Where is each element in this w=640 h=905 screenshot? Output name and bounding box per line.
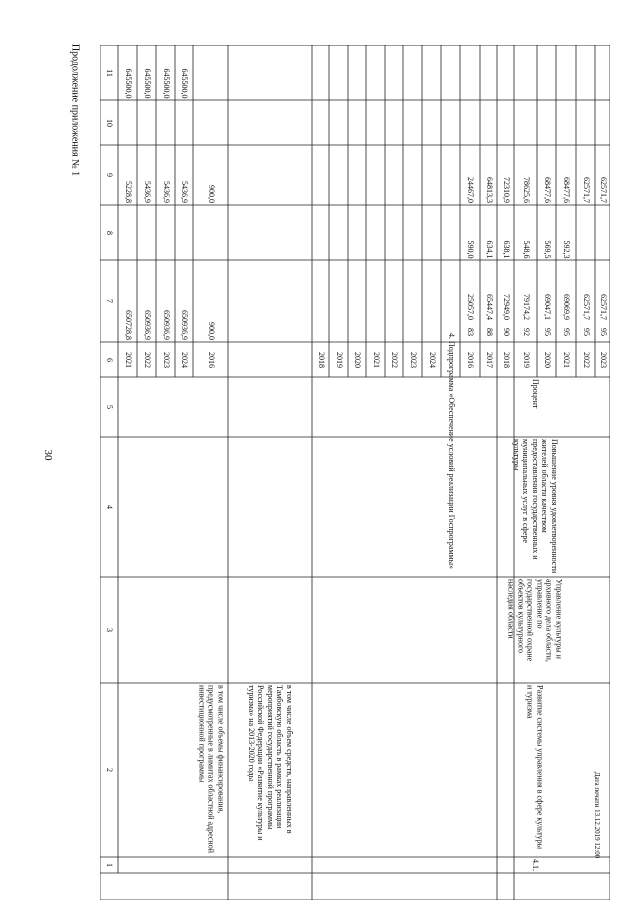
block1-description <box>193 683 228 857</box>
year-cell <box>118 342 137 377</box>
item-col9-text: 64813,3 <box>484 177 494 203</box>
item-col7-text: 62571,7 <box>581 294 591 320</box>
item-col7-text: 72949,0 <box>501 294 511 320</box>
item-col9-text: 72310,9 <box>501 177 511 203</box>
value-col11 <box>175 45 193 100</box>
column-header-10-text: 10 <box>104 118 114 127</box>
column-header-8-text: 8 <box>104 230 114 235</box>
item-unit-text: Процент <box>530 379 540 409</box>
item-name <box>460 683 610 857</box>
block2-year-text: 2018 <box>316 351 326 368</box>
year-cell <box>137 342 156 377</box>
item-col9-text: 68477,6 <box>561 177 571 203</box>
value-col9 <box>175 145 193 205</box>
item-col7 <box>556 260 576 322</box>
block1-col9-text: 900,0 <box>206 185 216 203</box>
block2-year <box>329 342 348 377</box>
item-target <box>480 322 497 342</box>
item-year-text: 2022 <box>581 351 591 368</box>
column-header-3-text: 3 <box>104 628 114 632</box>
item-col7-text: 69069,9 <box>561 294 571 320</box>
value-col11 <box>156 45 175 100</box>
value-col7 <box>156 260 175 342</box>
item-year <box>480 342 497 377</box>
value-col9-text: 5228,8 <box>123 181 133 203</box>
column-header-6 <box>100 342 118 377</box>
item-col8 <box>576 205 595 260</box>
item-col7 <box>537 260 556 322</box>
item-year <box>576 342 595 377</box>
item-col9 <box>514 145 537 205</box>
item-col8 <box>595 205 610 260</box>
item-col8-text: 590,0 <box>465 240 475 258</box>
block2-description <box>228 683 312 857</box>
block1-col7-text: 900,0 <box>206 322 216 340</box>
item-year-text: 2021 <box>561 351 571 368</box>
item-col8 <box>460 205 480 260</box>
item-year <box>595 342 610 377</box>
column-header-2-text: 2 <box>104 768 114 772</box>
item-col8-text: 592,3 <box>561 240 571 258</box>
value-col9 <box>137 145 156 205</box>
item-target-text: 90 <box>501 328 511 336</box>
item-col7-text: 69047,1 <box>542 294 552 320</box>
item-col8 <box>497 205 514 260</box>
value-col7 <box>137 260 156 342</box>
item-col9 <box>556 145 576 205</box>
item-year-text: 2019 <box>521 351 531 368</box>
value-col7-text: 650936,9 <box>179 310 189 340</box>
item-year <box>556 342 576 377</box>
column-header-5-text: 5 <box>104 405 114 409</box>
year-cell <box>156 342 175 377</box>
item-col7-text: 25057,0 <box>465 294 475 320</box>
item-col7 <box>576 260 595 322</box>
value-col11-text: 645500,0 <box>142 68 152 98</box>
value-col9-text: 5436,9 <box>161 181 171 203</box>
item-year <box>537 342 556 377</box>
block2-year <box>366 342 385 377</box>
block2-year <box>422 342 441 377</box>
column-header-1-text: 1 <box>104 863 114 867</box>
item-col9 <box>497 145 514 205</box>
item-target <box>537 322 556 342</box>
item-col9 <box>460 145 480 205</box>
value-col7-text: 650936,9 <box>142 310 152 340</box>
item-col7 <box>497 260 514 322</box>
item-year <box>497 342 514 377</box>
column-header-6-text: 6 <box>104 357 114 362</box>
value-col9 <box>118 145 137 205</box>
column-header-11 <box>100 45 118 100</box>
value-col9-text: 5436,9 <box>179 181 189 203</box>
column-header-5 <box>100 377 118 437</box>
value-col11 <box>118 45 137 100</box>
item-year-text: 2023 <box>598 351 608 368</box>
item-indicator-text: Повышение уровня удовлетворенности жителей области качеством предоставления государственных и муниципальных услуг в сфере культуры <box>511 439 559 574</box>
block1-col7 <box>193 260 228 342</box>
block2-description-text: в том числе объем средств, направленных в Тамбовскую область в рамках реализации мероприятий государственной программы Российской Федерации «Развитие культуры и туризма» на 2013-2020 годы <box>246 685 294 841</box>
item-year-text: 2017 <box>484 351 494 368</box>
item-year-text: 2016 <box>465 351 475 368</box>
item-col8-text: 548,6 <box>521 240 531 258</box>
column-header-3 <box>100 577 118 683</box>
item-year-text: 2020 <box>542 351 552 368</box>
column-header-7-text: 7 <box>104 299 114 303</box>
item-target-text: 95 <box>581 328 591 336</box>
item-executor <box>460 577 610 683</box>
year-cell-text: 2024 <box>179 351 189 368</box>
block2-year <box>403 342 422 377</box>
value-col9 <box>156 145 175 205</box>
item-target-text: 92 <box>521 328 531 336</box>
item-col7 <box>480 260 497 322</box>
block1-year-text: 2016 <box>206 351 216 368</box>
block2-year-text: 2019 <box>334 351 344 368</box>
value-col11-text: 645500,0 <box>179 68 189 98</box>
value-col7 <box>118 260 137 342</box>
column-header-2 <box>100 683 118 857</box>
item-col9-text: 24467,0 <box>465 177 475 203</box>
block2-year-text: 2022 <box>389 351 399 368</box>
column-header-4-text: 4 <box>104 505 114 509</box>
value-col7-text: 650936,9 <box>161 310 171 340</box>
item-col7 <box>514 260 537 322</box>
item-col9-text: 62571,7 <box>598 177 608 203</box>
item-col9-text: 78625,6 <box>521 177 531 203</box>
item-col7-text: 62571,7 <box>598 294 608 320</box>
column-header-1 <box>100 857 118 873</box>
footer-print-date: Дата печати 13.12.2019 12:00 <box>593 771 601 859</box>
column-header-4 <box>100 437 118 577</box>
item-col9 <box>537 145 556 205</box>
item-col9 <box>480 145 497 205</box>
item-col8-text: 634,1 <box>484 240 494 258</box>
column-header-10 <box>100 100 118 145</box>
value-col7-text: 650728,8 <box>123 310 133 340</box>
value-col9-text: 5436,9 <box>142 181 152 203</box>
year-cell-text: 2023 <box>161 351 171 368</box>
item-name-text: Развитие системы управления в сфере культуры и туризма <box>526 685 545 849</box>
item-col9 <box>576 145 595 205</box>
block1-year <box>193 342 228 377</box>
block2-year <box>348 342 366 377</box>
appendix-title: Продолжение приложения № 1 <box>69 43 81 177</box>
item-year <box>460 342 480 377</box>
item-col7 <box>595 260 610 322</box>
item-target-text: 95 <box>561 328 571 336</box>
value-col7 <box>175 260 193 342</box>
item-col8 <box>556 205 576 260</box>
block1-description-text: в том числе объемы финансирования, предусмотренные в лимитах областной адресной инвестиционной программы <box>196 685 225 853</box>
item-col9 <box>595 145 610 205</box>
item-col8-text: 638,1 <box>501 240 511 258</box>
item-target <box>514 322 537 342</box>
rotated-table <box>100 45 610 900</box>
value-col11-text: 645500,0 <box>123 68 133 98</box>
item-unit <box>460 377 610 437</box>
item-target-text: 95 <box>542 328 552 336</box>
subprogram-title <box>441 45 460 857</box>
item-target <box>497 322 514 342</box>
block2-year <box>312 342 329 377</box>
item-col8 <box>537 205 556 260</box>
item-target-text: 88 <box>484 328 494 336</box>
year-cell-text: 2021 <box>123 351 133 368</box>
item-executor-text: Управление культуры и архивного дела области, управление по государственной охране объектов культурного наследия области <box>507 579 564 662</box>
year-cell-text: 2022 <box>142 351 152 368</box>
item-year-text: 2018 <box>501 351 511 368</box>
item-target-text: 83 <box>465 328 475 336</box>
year-cell <box>175 342 193 377</box>
item-indicator <box>460 437 610 577</box>
column-header-8 <box>100 205 118 260</box>
item-col7-text: 65447,4 <box>484 294 494 320</box>
value-col11 <box>137 45 156 100</box>
item-col9-text: 68477,6 <box>542 177 552 203</box>
block2-year-text: 2024 <box>427 351 437 368</box>
column-header-9-text: 9 <box>104 173 114 177</box>
block2-year-text: 2023 <box>408 351 418 368</box>
item-col8 <box>480 205 497 260</box>
column-header-9 <box>100 145 118 205</box>
item-col9-text: 62571,7 <box>581 177 591 203</box>
item-target <box>576 322 595 342</box>
item-number-text: 4.1. <box>530 859 540 871</box>
item-number <box>460 857 610 873</box>
item-col7-text: 79174,2 <box>521 294 531 320</box>
item-year <box>514 342 537 377</box>
page-number: 30 <box>42 449 54 461</box>
item-col8-text: 569,5 <box>542 240 552 258</box>
item-target <box>556 322 576 342</box>
block1-col9 <box>193 145 228 205</box>
column-header-11-text: 11 <box>104 68 114 77</box>
value-col11-text: 645500,0 <box>161 68 171 98</box>
item-target <box>460 322 480 342</box>
item-target <box>595 322 610 342</box>
column-header-7 <box>100 260 118 342</box>
item-target-text: 95 <box>598 328 608 336</box>
item-col7 <box>460 260 480 322</box>
block2-year-text: 2020 <box>352 351 362 368</box>
item-col8 <box>514 205 537 260</box>
block2-year <box>385 342 403 377</box>
block2-year-text: 2021 <box>371 351 381 368</box>
subprogram-title-text: 4. Подпрограмма «Обеспечение условий реализации Госпрограммы» <box>446 333 456 569</box>
